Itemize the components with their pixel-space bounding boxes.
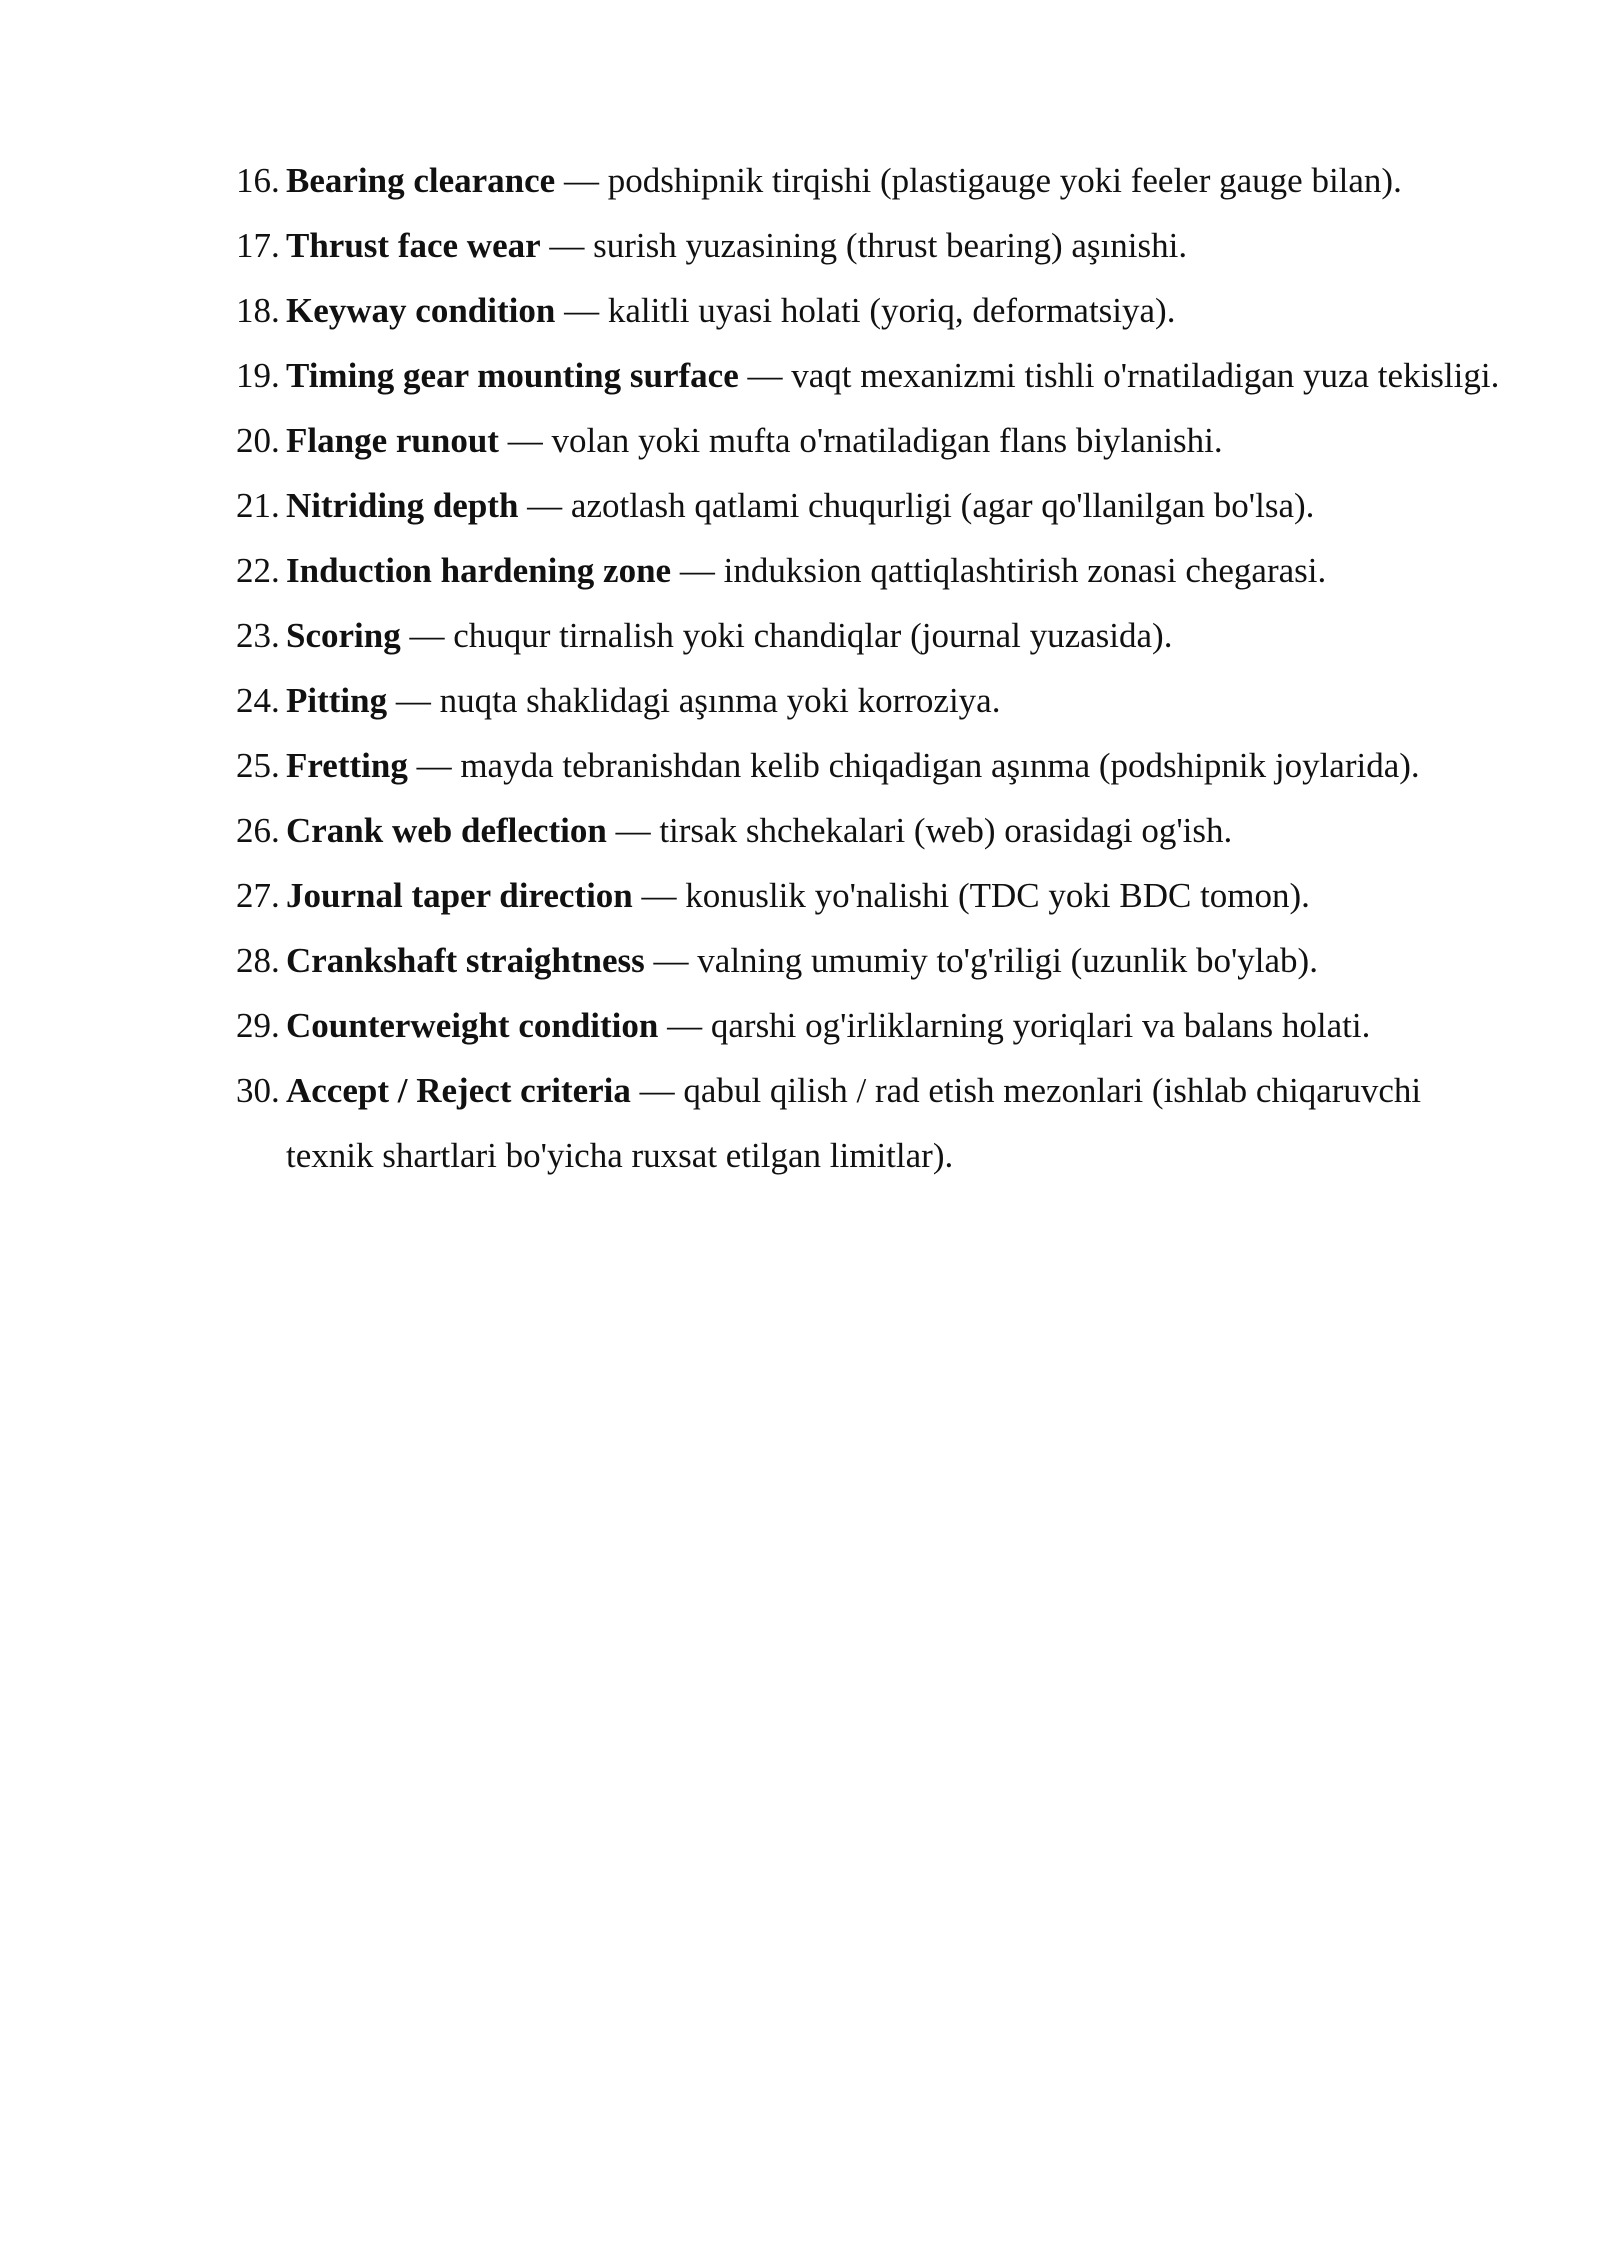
item-dash: — [387, 681, 440, 720]
item-number: 30. [236, 1071, 280, 1110]
item-term: Bearing clearance [286, 161, 556, 200]
item-term: Thrust face wear [286, 226, 541, 265]
item-term: Crankshaft straightness [286, 941, 645, 980]
item-dash: — [555, 161, 608, 200]
list-item [236, 1058, 1506, 1188]
list-item [236, 668, 1506, 733]
item-text [286, 473, 1506, 538]
item-dash: — [632, 876, 686, 915]
list-item [236, 538, 1506, 603]
item-number: 17. [236, 226, 280, 265]
item-text [286, 343, 1506, 408]
item-text [286, 213, 1506, 278]
item-dash: — [644, 941, 698, 980]
item-term: Induction hardening zone [286, 551, 672, 590]
item-dash: — [407, 746, 461, 785]
item-text [286, 733, 1506, 798]
item-text [286, 1058, 1506, 1188]
item-text [286, 928, 1506, 993]
item-definition: qabul qilish / rad etish mezonlari (ishlab chiqaruvchi texnik shartlari bo'yicha ruxsat etilgan limitlar). [286, 1071, 1422, 1175]
item-text [286, 798, 1506, 863]
item-number: 27. [236, 876, 280, 915]
item-text [286, 278, 1506, 343]
item-text [286, 993, 1506, 1058]
item-number: 22. [236, 551, 280, 590]
item-dash: — [606, 811, 660, 850]
item-definition: volan yoki mufta o'rnatiladigan flans biylanishi. [551, 421, 1223, 460]
list-item [236, 928, 1506, 993]
item-term: Flange runout [286, 421, 499, 460]
item-term: Scoring [286, 616, 401, 655]
item-term: Journal taper direction [286, 876, 633, 915]
term-list [236, 148, 1506, 1188]
item-term: Pitting [286, 681, 388, 720]
list-item [236, 473, 1506, 538]
item-number: 28. [236, 941, 280, 980]
list-item [236, 733, 1506, 798]
list-item [236, 213, 1506, 278]
item-definition: surish yuzasining (thrust bearing) aşınishi. [593, 226, 1188, 265]
item-definition: tirsak shchekalari (web) orasidagi og'ish. [659, 811, 1233, 850]
item-number: 26. [236, 811, 280, 850]
item-term: Crank web deflection [286, 811, 607, 850]
item-term: Timing gear mounting surface [286, 356, 739, 395]
item-definition: induksion qattiqlashtirish zonasi chegarasi. [723, 551, 1327, 590]
item-dash: — [671, 551, 724, 590]
item-definition: kalitli uyasi holati (yoriq, deformatsiya). [607, 291, 1176, 330]
list-item [236, 863, 1506, 928]
item-number: 18. [236, 291, 280, 330]
list-item [236, 603, 1506, 668]
item-text [286, 538, 1506, 603]
item-definition: azotlash qatlami chuqurligi (agar qo'llanilgan bo'lsa). [570, 486, 1315, 525]
item-number: 25. [236, 746, 280, 785]
item-term: Nitriding depth [286, 486, 519, 525]
item-number: 20. [236, 421, 280, 460]
item-number: 23. [236, 616, 280, 655]
item-dash: — [400, 616, 454, 655]
item-dash: — [630, 1071, 684, 1110]
item-number: 21. [236, 486, 280, 525]
item-number: 24. [236, 681, 280, 720]
item-text [286, 668, 1506, 733]
item-definition: konuslik yo'nalishi (TDC yoki BDC tomon). [685, 876, 1310, 915]
item-text [286, 408, 1506, 473]
item-definition: valning umumiy to'g'riligi (uzunlik bo'ylab). [697, 941, 1318, 980]
item-definition: nuqta shaklidagi aşınma yoki korroziya. [439, 681, 1001, 720]
item-text [286, 148, 1506, 213]
item-definition: chuqur tirnalish yoki chandiqlar (journal yuzasida). [453, 616, 1173, 655]
item-dash: — [540, 226, 594, 265]
list-item [236, 993, 1506, 1058]
list-item [236, 148, 1506, 213]
item-dash: — [738, 356, 792, 395]
item-number: 19. [236, 356, 280, 395]
item-number: 29. [236, 1006, 280, 1045]
item-dash: — [658, 1006, 711, 1045]
item-term: Keyway condition [286, 291, 556, 330]
list-item [236, 798, 1506, 863]
item-term: Counterweight condition [286, 1006, 659, 1045]
item-definition: qarshi og'irliklarning yoriqlari va balans holati. [710, 1006, 1371, 1045]
item-dash: — [498, 421, 552, 460]
item-number: 16. [236, 161, 280, 200]
list-item [236, 343, 1506, 408]
list-item [236, 278, 1506, 343]
list-item [236, 408, 1506, 473]
item-text [286, 863, 1506, 928]
item-definition: vaqt mexanizmi tishli o'rnatiladigan yuza tekisligi. [791, 356, 1500, 395]
item-dash: — [518, 486, 571, 525]
item-definition: podshipnik tirqishi (plastigauge yoki feeler gauge bilan). [607, 161, 1402, 200]
item-term: Accept / Reject criteria [286, 1071, 631, 1110]
item-term: Fretting [286, 746, 408, 785]
item-dash: — [555, 291, 608, 330]
item-text [286, 603, 1506, 668]
item-definition: mayda tebranishdan kelib chiqadigan aşınma (podshipnik joylarida). [460, 746, 1420, 785]
